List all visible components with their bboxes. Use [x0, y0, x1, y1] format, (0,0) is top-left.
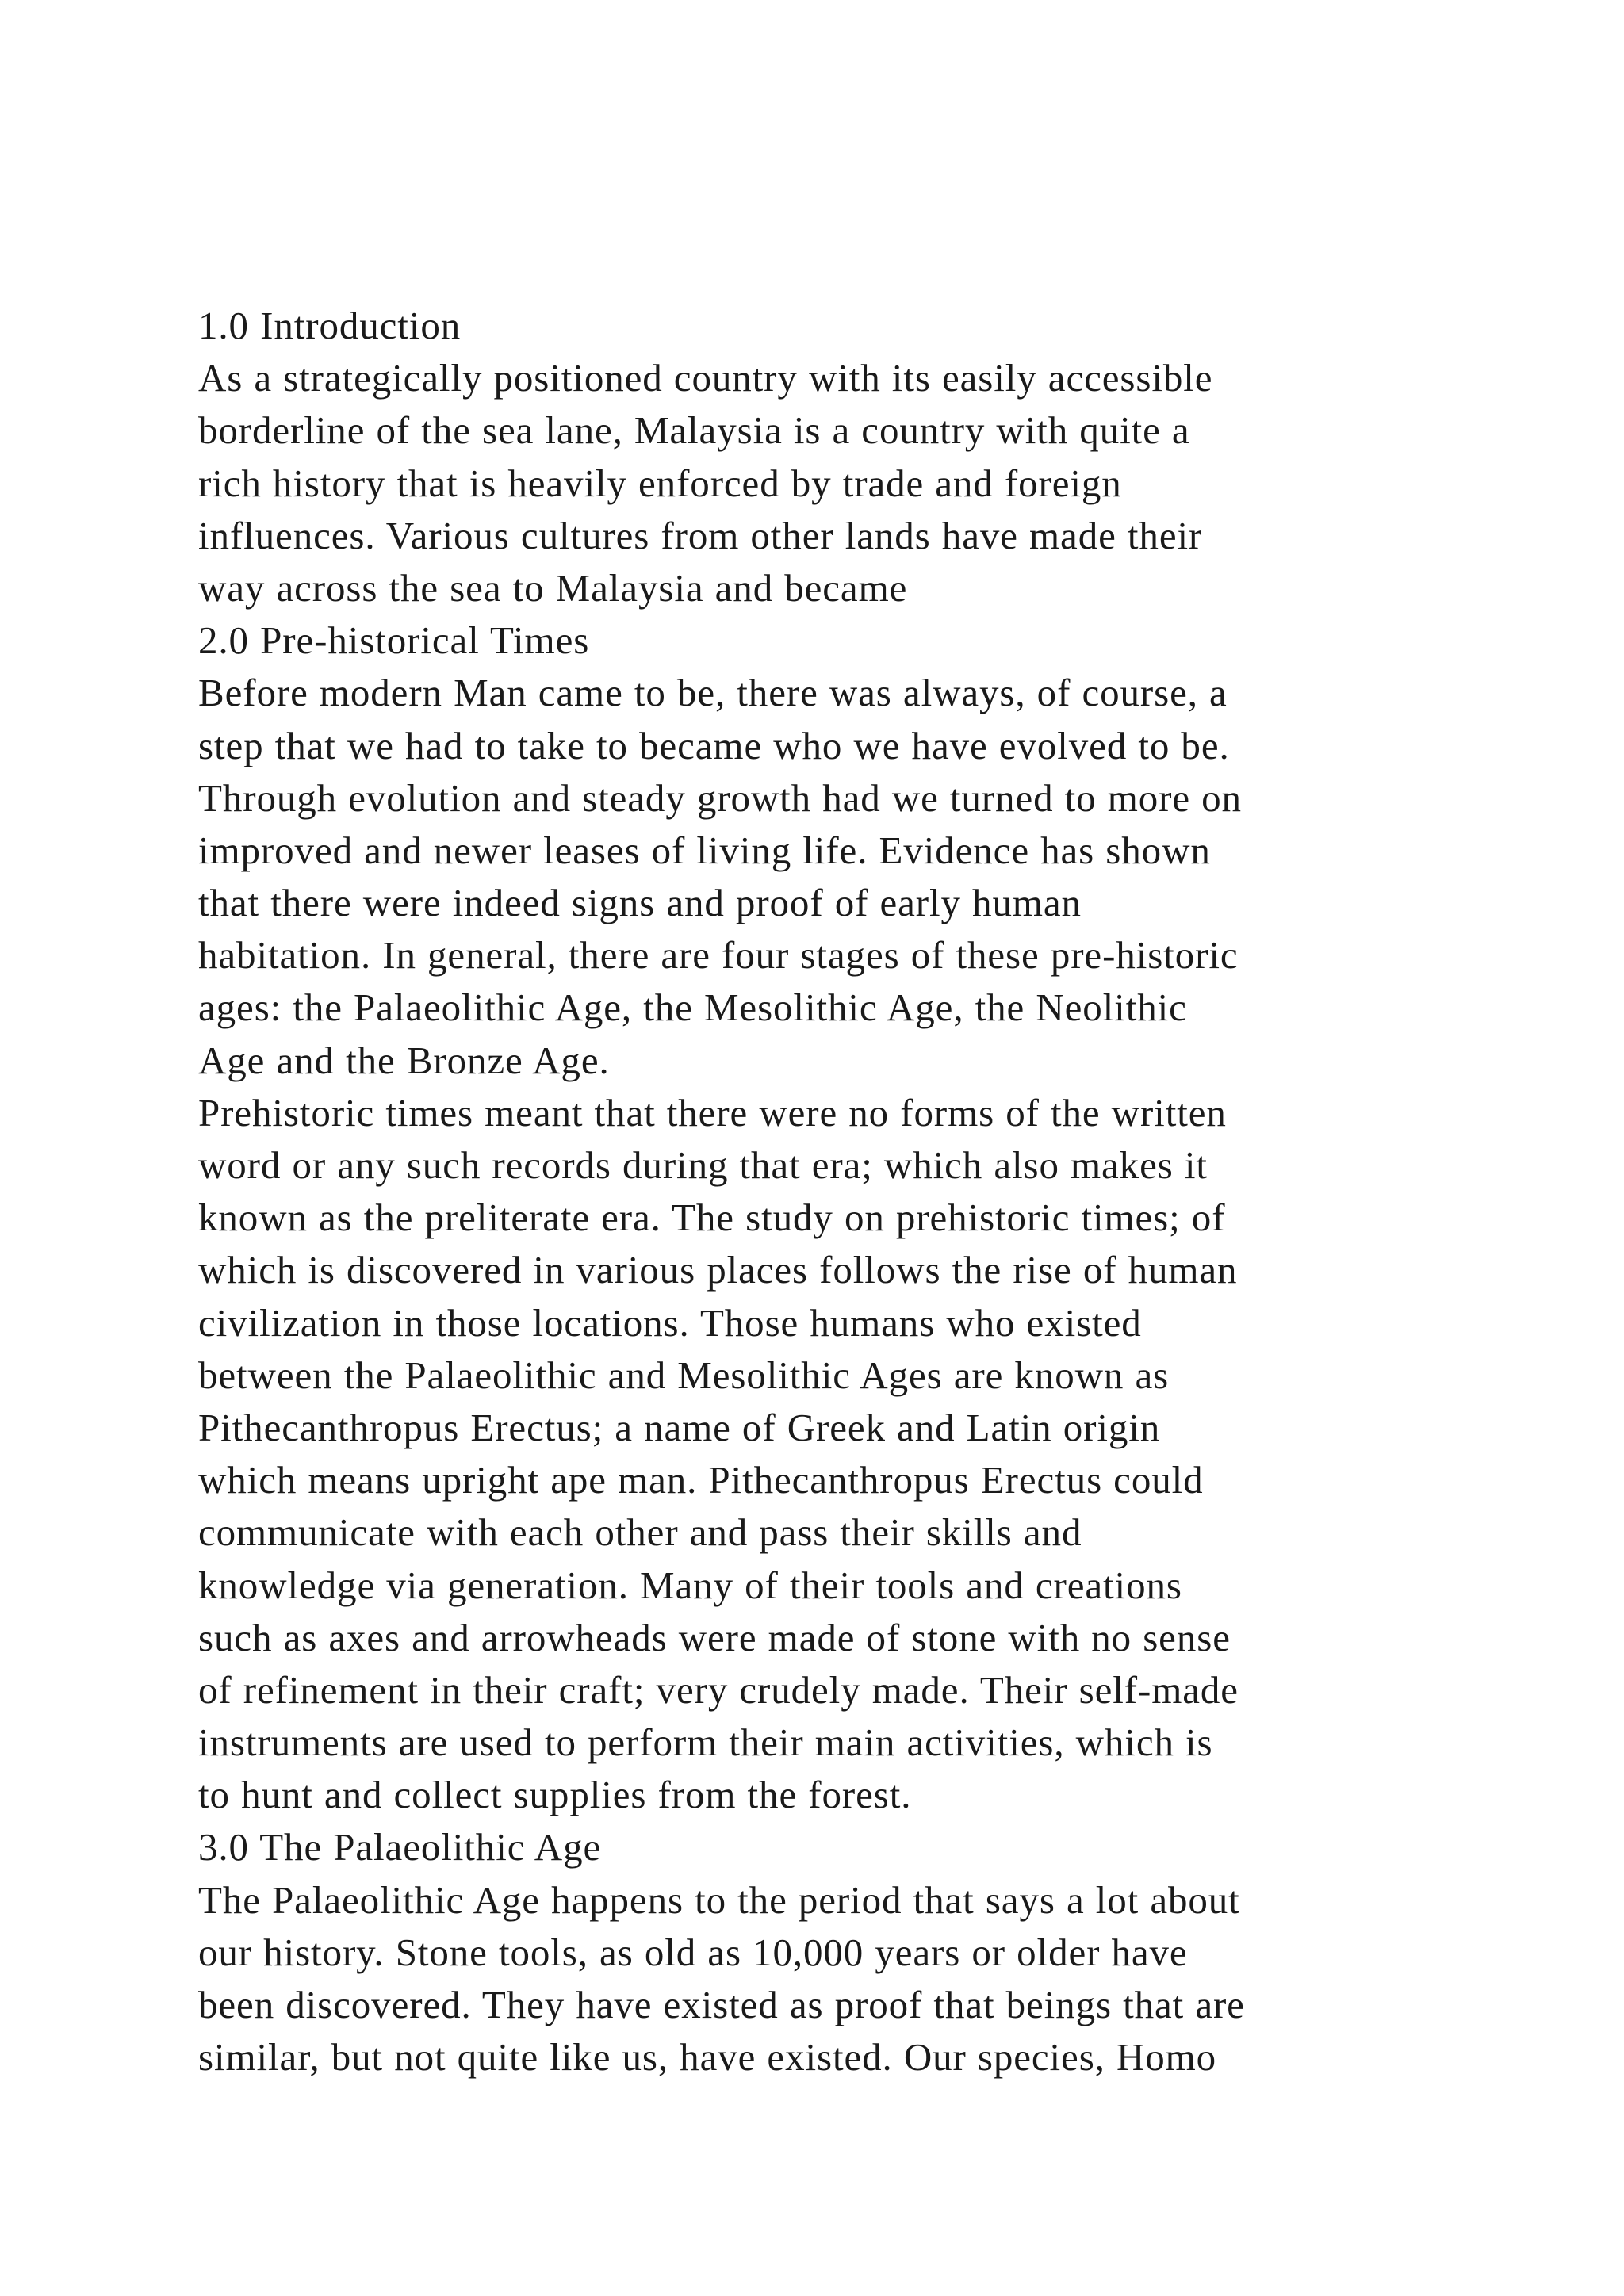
text-line: been discovered. They have existed as proof that beings that are [198, 1983, 1245, 2026]
text-line: borderline of the sea lane, Malaysia is a country with quite a [198, 408, 1190, 453]
text-line: As a strategically positioned country with its easily accessible [198, 356, 1213, 400]
text-line: civilization in those locations. Those humans who existed [198, 1300, 1142, 1345]
text-line: communicate with each other and pass their skills and [198, 1510, 1082, 1555]
document-body [198, 300, 1499, 2084]
text-line: step that we had to take to became who we have evolved to be. [198, 723, 1230, 767]
text-line: The Palaeolithic Age happens to the period that says a lot about [198, 1877, 1240, 1922]
text-line: knowledge via generation. Many of their tools and creations [198, 1563, 1182, 1607]
text-line: Before modern Man came to be, there was always, of course, a [198, 671, 1228, 715]
text-line: which means upright ape man. Pithecanthropus Erectus could [198, 1458, 1204, 1502]
text-line: our history. Stone tools, as old as 10,000 years or older have [198, 1930, 1188, 1974]
section-heading-introduction: 1.0 Introduction [198, 304, 462, 347]
text-line: that there were indeed signs and proof of early human [198, 881, 1082, 925]
text-line: similar, but not quite like us, have existed. Our species, Homo [198, 2035, 1217, 2080]
text-line: to hunt and collect supplies from the forest. [198, 1773, 912, 1817]
text-line: Prehistoric times meant that there were no forms of the written [198, 1090, 1227, 1135]
text-line: between the Palaeolithic and Mesolithic Ages are known as [198, 1353, 1170, 1397]
text-line: instruments are used to perform their main activities, which is [198, 1720, 1213, 1765]
text-line: such as axes and arrowheads were made of stone with no sense [198, 1615, 1231, 1659]
text-line: habitation. In general, there are four stages of these pre-historic [198, 933, 1239, 978]
text-line: way across the sea to Malaysia and became [198, 565, 908, 610]
text-line: Pithecanthropus Erectus; a name of Greek and Latin origin [198, 1405, 1161, 1449]
section-heading-palaeolithic-age: 3.0 The Palaeolithic Age [198, 1825, 602, 1869]
text-line: rich history that is heavily enforced by trade and foreign [198, 461, 1122, 505]
text-line: ages: the Palaeolithic Age, the Mesolithic Age, the Neolithic [198, 985, 1187, 1030]
text-line: influences. Various cultures from other lands have made their [198, 513, 1203, 557]
text-line: improved and newer leases of living life. Evidence has shown [198, 828, 1211, 872]
text-line: of refinement in their craft; very crudely made. Their self-made [198, 1667, 1239, 1712]
text-line: word or any such records during that era; which also makes it [198, 1143, 1208, 1187]
text-line: Through evolution and steady growth had we turned to more on [198, 775, 1242, 820]
text-line: known as the preliterate era. The study on prehistoric times; of [198, 1196, 1226, 1240]
text-line: Age and the Bronze Age. [198, 1038, 610, 1082]
text-line: which is discovered in various places follows the rise of human [198, 1248, 1238, 1292]
section-heading-pre-historical-times: 2.0 Pre-historical Times [198, 618, 590, 663]
